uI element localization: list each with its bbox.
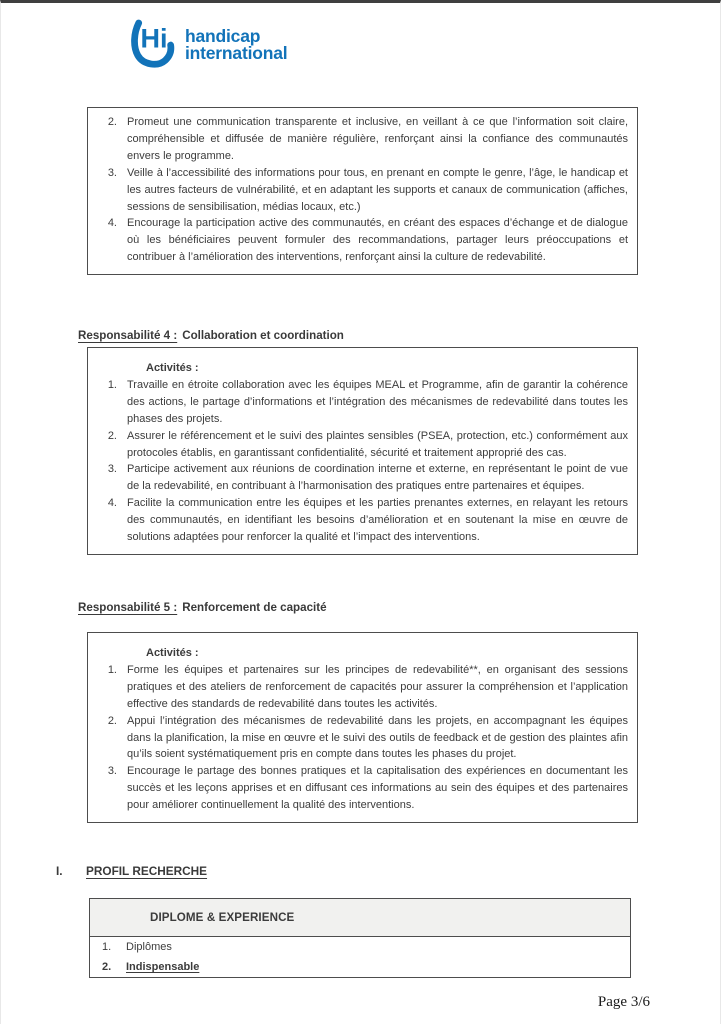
responsibility-4-title: Collaboration et coordination (182, 329, 344, 342)
list-item (98, 165, 628, 216)
list-item-number: 3. (107, 765, 117, 778)
list-item-number: 3. (107, 463, 117, 476)
table-row (90, 957, 630, 977)
page-number: Page 3/6 (597, 994, 650, 1010)
list-item-number: 4. (107, 497, 117, 510)
svg-text:Hi: Hi (140, 23, 168, 54)
section-title: PROFIL RECHERCHE (86, 864, 208, 878)
row-label: Indispensable (126, 961, 200, 973)
list-item (98, 763, 628, 814)
responsibility-4-label: Responsabilité 4 : (78, 329, 178, 342)
logo-word-2: international (185, 43, 288, 63)
table-row (90, 937, 630, 957)
row-number: 2. (102, 961, 112, 973)
activities-label: Activités : (146, 647, 199, 659)
list-item (98, 377, 628, 428)
list-item (98, 495, 628, 546)
list-item-text: Forme les équipes et partenaires sur les principes de redevabilité**, en organisant des sessions pratiques et des ateliers de renforcement de capacités pour assurer la compréhension et l’application effective des standards de redevabilité dans toutes les activités. (127, 663, 628, 710)
list-item-number: 2. (107, 714, 117, 727)
list-item-text: Appui l’intégration des mécanismes de redevabilité dans les projets, en accompagnant les équipes dans la planification, la mise en œuvre et le suivi des outils de feedback et de gestion des plaintes afin qu’ils soient systématiquement pris en compte dans toutes les phases du projet. (127, 714, 628, 761)
list-item (98, 713, 628, 764)
activities-box-continuation (87, 107, 638, 275)
row-number: 1. (102, 941, 112, 953)
list-item-text: Assurer le référencement et le suivi des plaintes sensibles (PSEA, protection, etc.) conformément aux protocoles établis, en garantissant confidentialité, sécurité et traitement approprié des cas. (127, 429, 628, 459)
list-item-number: 1. (107, 663, 117, 676)
list-item-number: 2. (107, 429, 117, 442)
list-item-text: Participe activement aux réunions de coordination interne et externe, en représentant le point de vue de la redevabilité, en contribuant à l’harmonisation des pratiques entre partenaires et équipes. (127, 463, 628, 493)
list-item-number: 3. (107, 166, 117, 179)
list-item (98, 428, 628, 462)
responsibility-4-heading (78, 329, 344, 342)
activities-box-responsibility-5 (87, 632, 638, 823)
list-item-text: Facilite la communication entre les équipes et les parties prenantes externes, en relayant les retours des communautés, en identifiant les besoins d’amélioration et en soutenant la mise en œuvre de solutions adaptées pour renforcer la qualité et l’impact des interventions. (127, 497, 628, 544)
responsibility-5-heading (78, 601, 327, 614)
list-item-text: Encourage le partage des bonnes pratiques et la capitalisation des expériences en documentant les succès et les leçons apprises et en diffusant ces informations au sein des équipes et des partenaires pour améliorer continuellement la qualité des interventions. (127, 765, 628, 812)
row-label: Diplômes (126, 941, 172, 953)
list-item-number: 4. (107, 217, 117, 230)
list-item (98, 461, 628, 495)
hi-hand-logo-icon (127, 13, 181, 69)
table-header-cell: DIPLOME & EXPERIENCE (90, 899, 630, 937)
responsibility-5-title: Renforcement de capacité (182, 601, 327, 614)
diploma-experience-table (89, 898, 631, 978)
list-item-text: Veille à l’accessibilité des informations pour tous, en prenant en compte le genre, l’âge, le handicap et les autres facteurs de vulnérabilité, et en adaptant les supports et canaux de communication (affiches, sessions de sensibilisation, médias locaux, etc.) (127, 166, 628, 213)
list-item-number: 1. (107, 378, 117, 391)
activities-label: Activités : (146, 362, 199, 374)
list-item-text: Promeut une communication transparente et inclusive, en veillant à ce que l’information soit claire, compréhensible et diffusée de manière régulière, renforçant ainsi la confiance des communautés envers le programme. (127, 116, 628, 162)
list-item-text: Travaille en étroite collaboration avec les équipes MEAL et Programme, afin de garantir la cohérence des actions, le partage d’informations et l’intégration des mécanismes de redevabilité dans toutes les phases des projets. (127, 378, 628, 425)
list-item (98, 114, 628, 165)
logo-word-1: handicap (185, 26, 261, 46)
list-item (98, 215, 628, 266)
responsibility-5-label: Responsabilité 5 : (78, 601, 178, 614)
activities-box-responsibility-4 (87, 347, 638, 555)
logo-wordmark (185, 28, 287, 62)
section-numeral: I. (56, 864, 63, 878)
handicap-international-logo (127, 13, 287, 69)
list-item-number: 2. (107, 116, 117, 128)
list-item (98, 662, 628, 713)
list-item-text: Encourage la participation active des communautés, en créant des espaces d’échange et de dialogue où les bénéficiaires peuvent formuler des recommandations, partager leurs préoccupations et contribuer à l’amélioration des interventions, renforçant ainsi la culture de redevabilité. (127, 217, 628, 264)
